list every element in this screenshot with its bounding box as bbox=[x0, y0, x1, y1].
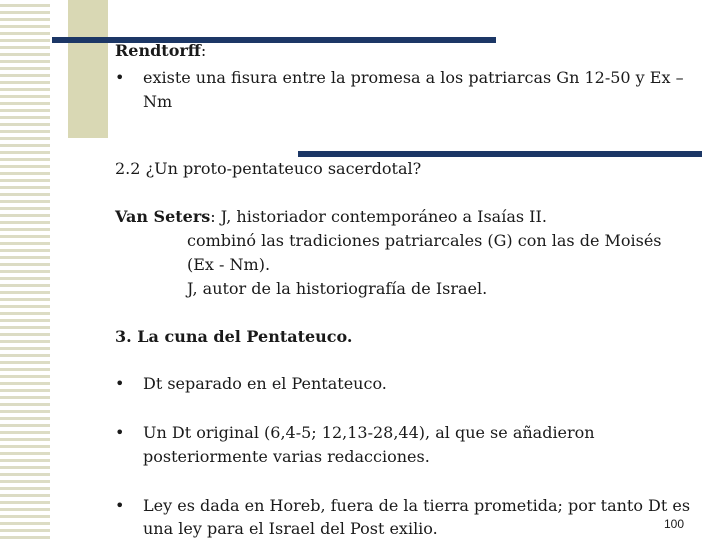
van-seters-line-3: (Ex - Nm). bbox=[187, 255, 271, 274]
rendtorff-colon: : bbox=[200, 41, 207, 60]
rendtorff-heading bbox=[115, 39, 206, 62]
rendtorff-bullet: • bbox=[115, 68, 125, 87]
bullet-1-marker: • bbox=[115, 374, 125, 393]
bullet-3-line-2: una ley para el Israel del Post exilio. bbox=[143, 519, 438, 538]
decorative-tan-block bbox=[68, 0, 108, 138]
bullet-2-line-1: Un Dt original (6,4-5; 12,13-28,44), al que se añadieron bbox=[143, 423, 595, 442]
rendtorff-name: Rendtorff bbox=[115, 41, 201, 60]
section-3-heading: 3. La cuna del Pentateuco. bbox=[115, 327, 353, 346]
page-number: 100 bbox=[664, 517, 685, 531]
van-seters-line-4: J, autor de la historiografía de Israel. bbox=[187, 279, 488, 298]
van-seters-line-1 bbox=[115, 205, 547, 228]
van-seters-intro: : J, historiador contemporáneo a Isaías II. bbox=[210, 207, 547, 226]
van-seters-line-2: combinó las tradiciones patriarcales (G) con las de Moisés bbox=[187, 231, 662, 250]
decorative-stripes bbox=[0, 0, 50, 540]
bullet-1-line-1: Dt separado en el Pentateuco. bbox=[143, 374, 387, 393]
section-2-2-heading: 2.2 ¿Un proto-pentateuco sacerdotal? bbox=[115, 159, 422, 178]
rendtorff-line-1: existe una fisura entre la promesa a los patriarcas Gn 12-50 y Ex – bbox=[143, 68, 684, 87]
bullet-2-line-2: posteriormente varias redacciones. bbox=[143, 447, 430, 466]
rendtorff-line-2: Nm bbox=[143, 92, 173, 111]
bullet-3-line-1: Ley es dada en Horeb, fuera de la tierra prometida; por tanto Dt es bbox=[143, 496, 691, 515]
bullet-3-marker: • bbox=[115, 496, 125, 515]
van-seters-name: Van Seters bbox=[115, 207, 211, 226]
bullet-2-marker: • bbox=[115, 423, 125, 442]
